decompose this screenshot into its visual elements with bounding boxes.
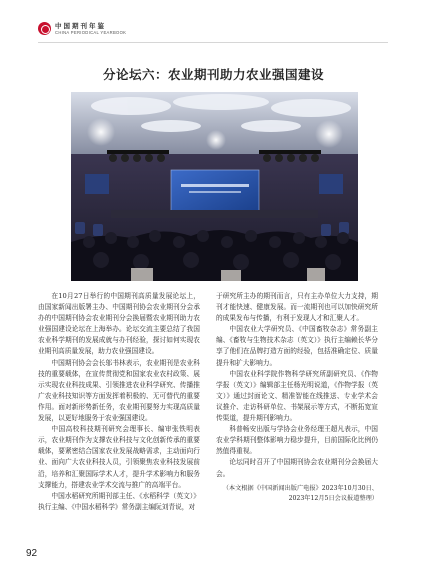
paragraph: 中国水稻研究所期刊部主任、《水稻科学（英文）》执行主编、《中国水稻科学》常务副主编阮刘青说，对: [38, 491, 200, 511]
paragraph: 中国期刊协会会长邬书林表示，农业期刊是农业科技的重要载体，在宣传贯彻党和国家农业农村政策、展示实现农业科技成果、引领推进农业科学研究、传播推广农业科技知识等方面发挥着积极的、无可替代的重要作用。面对新形势新任务，农业期刊要努力实现高质量发展，以更好地服务于农业强国建设。: [38, 358, 200, 423]
header-divider: [38, 42, 388, 43]
paragraph: 科普畅安出版与学协会业务经理王超凡表示，中国农业学科期刊整体影响力稳步提升，目前国际化比例仍然值得重视。: [216, 425, 378, 456]
source-note: （本文根据《中国新闻出版广电报》2023年10月30日、2023年12月5日会议报道整理）: [222, 484, 378, 503]
page-number: 92: [26, 548, 38, 559]
paragraph: 论坛同时召开了中国期刊协会农业期刊分会换届大会。: [216, 458, 378, 478]
conference-photo: [71, 92, 358, 281]
paragraph: 中国农业大学研究员、《中国畜牧杂志》常务副主编、《畜牧与生物技术杂志（英文）》执行主编赖长华分享了他们在品牌打造方面的经验，包括准确定位、质量提升和扩大影响力。: [216, 325, 378, 367]
article-body-right-column: [216, 291, 378, 505]
logo-english-text: CHINA PERIODICAL YEARBOOK: [55, 30, 127, 35]
paragraph: 于研究所主办的期刊而言，只有主办单位大力支持，期刊才能快速、健康发展。而一流期刊也可以加快研究所的成果发布与传播，有利于发现人才和汇聚人才。: [216, 292, 378, 323]
paragraph: 中国高校科技期刊研究会理事长、编审张铁明表示，农业期刊作为支撑农业科技与文化创新传承的重要载体，要紧密结合国家农业发展战略需求，主动面向行业、面向广大农业科技人员，引领聚焦农业科技发展前沿，培养和汇聚国际学术人才，提升学术影响力和服务支撑能力，搭建农业学术交流与推广的高端平台。: [38, 425, 200, 489]
article-title: 分论坛六：农业期刊助力农业强国建设: [102, 67, 324, 82]
paragraph: 中国农业科学院作物科学研究所副研究员、《作物学报（英文）》编辑部主任杨光明说道，《作物学报（英文）》通过封面论文、精准智能在线推送、专业学术会议推介、走访科研单位、书架展示等方式，不断拓宽宣传渠道，提升期刊影响力。: [216, 369, 378, 423]
logo-chinese-text: 中国期刊年鉴: [55, 22, 106, 30]
paragraph: 在10月27日举行的中国期刊高质量发展论坛上，由国家新闻出版署主办、中国期刊协会农业期刊分会承办的中国期刊协会农业期刊分会换届暨农业期刊助力农业强国建设论坛在上海举办。论坛交流主要总结了我国农业科学期刊的发展成就与办刊经验，探讨如何实现农业期刊高质量发展，助力农业强国建设。: [38, 292, 200, 356]
page-header: [38, 20, 398, 40]
yearbook-logo-icon: [38, 22, 51, 35]
article-body-left-column: [38, 291, 200, 513]
